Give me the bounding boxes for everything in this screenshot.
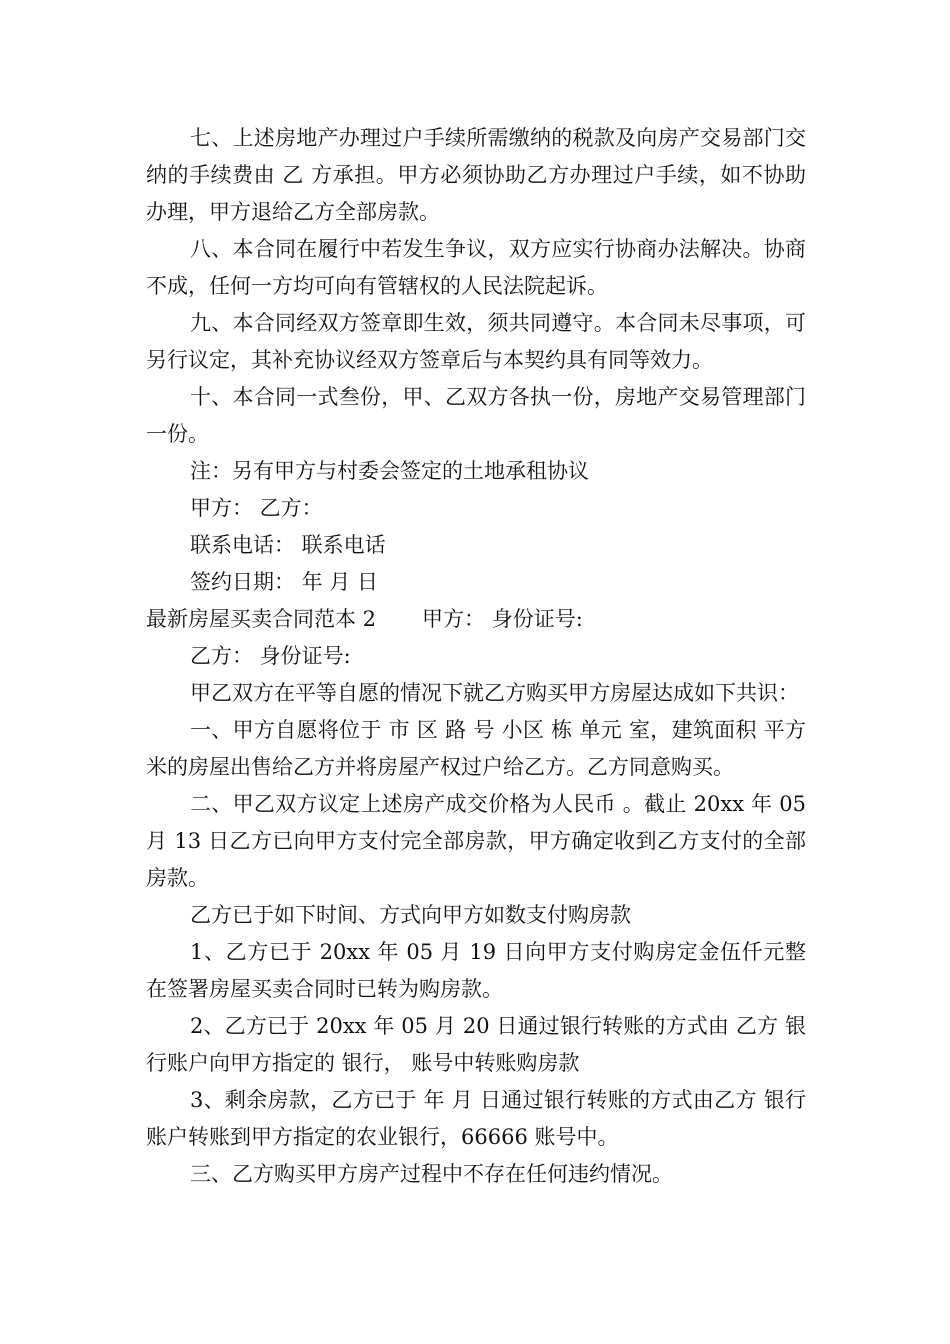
second-contract-title: 最新房屋买卖合同范本 2	[146, 607, 377, 631]
second-contract-heading-line	[146, 601, 806, 638]
note-line: 注：另有甲方与村委会签定的土地承租协议	[190, 459, 589, 483]
consensus-intro: 甲乙双方在平等自愿的情况下就乙方购买甲方房屋达成如下共识：	[190, 681, 799, 705]
payment-item-2: 2、乙方已于 20xx 年 05 月 20 日通过银行转账的方式由 乙方 银行账户向甲方指定的 银行， 账号中转账购房款	[146, 1014, 806, 1075]
payment-item-3: 3、剩余房款，乙方已于 年 月 日通过银行转账的方式由乙方 银行账户转账到甲方指定的农业银行，66666 账号中。	[146, 1088, 806, 1149]
sign-date-line: 签约日期： 年 月 日	[190, 570, 379, 594]
clause-3-no-breach: 三、乙方购买甲方房产过程中不存在任何违约情况。	[190, 1162, 673, 1186]
clause-2-price: 二、甲乙双方议定上述房产成交价格为人民币 。截止 20xx 年 05 月 13 日乙方已向甲方支付完全部房款，甲方确定收到乙方支付的全部房款。	[146, 792, 806, 890]
clause-1-property: 一、甲方自愿将位于 市 区 路 号 小区 栋 单元 室，建筑面积 平方米的房屋出售给乙方并将房屋产权过户给乙方。乙方同意购买。	[146, 718, 806, 779]
payment-intro: 乙方已于如下时间、方式向甲方如数支付购房款	[190, 903, 631, 927]
contact-phone-line: 联系电话： 联系电话	[190, 533, 386, 557]
clause-10: 十、本合同一式叁份，甲、乙双方各执一份，房地产交易管理部门一份。	[146, 385, 806, 446]
party-a-id-line: 甲方： 身份证号:	[422, 607, 583, 631]
clause-9: 九、本合同经双方签章即生效，须共同遵守。本合同未尽事项，可另行议定，其补充协议经双方签章后与本契约具有同等效力。	[146, 311, 806, 372]
party-b-id-line: 乙方： 身份证号:	[190, 644, 351, 668]
signature-parties: 甲方： 乙方：	[190, 496, 323, 520]
payment-item-1: 1、乙方已于 20xx 年 05 月 19 日向甲方支付购房定金伍仟元整在签署房屋买卖合同时已转为购房款。	[146, 940, 806, 1001]
clause-8: 八、本合同在履行中若发生争议，双方应实行协商办法解决。协商不成，任何一方均可向有管辖权的人民法院起诉。	[146, 237, 806, 298]
clause-7: 七、上述房地产办理过户手续所需缴纳的税款及向房产交易部门交纳的手续费由 乙 方承担。甲方必须协助乙方办理过户手续，如不协助办理，甲方退给乙方全部房款。	[146, 126, 806, 224]
document-body	[146, 120, 806, 1193]
